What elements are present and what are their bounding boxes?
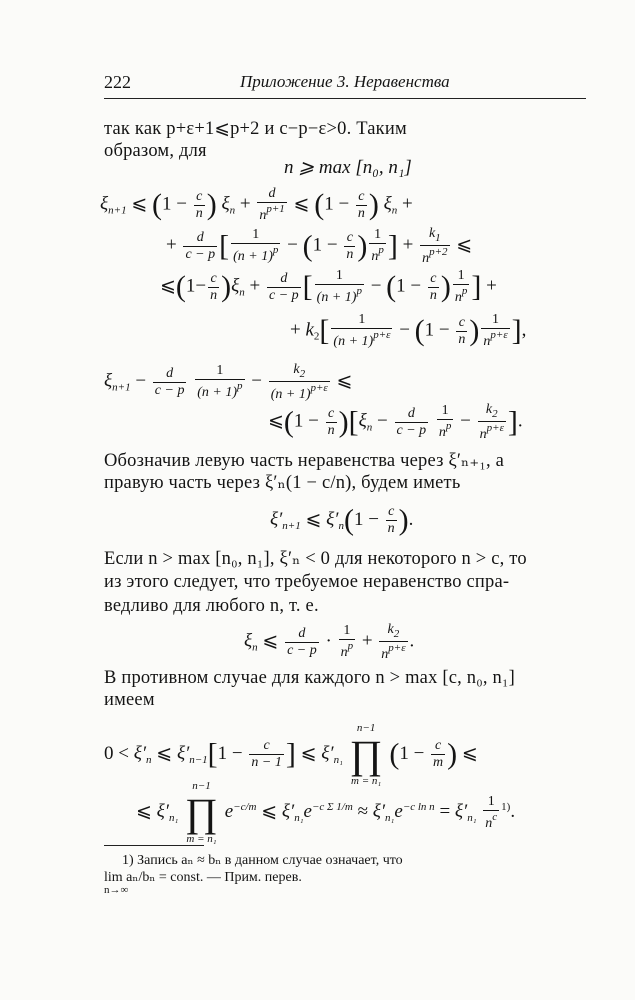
- text-line: так как p+ε+1⩽p+2 и c−p−ε>0. Таким: [104, 119, 407, 139]
- formula-line: + $k_2$[ $\frac{1}{(n + 1)^{p+\varepsilon}}$ − (1 − $\frac{c}{n}$ ) $\frac{1}{n^{p+\varepsilon}}$ ],: [290, 312, 527, 350]
- formula-line: $\xi_n$ ⩽ $\frac{d}{c - p}$ · $\frac{1}{n^p}$ + $\frac{k_2}{n^{p+\varepsilon}}$ .: [244, 622, 415, 662]
- text-line: Обозначив левую часть неравенства через ξ′ₙ₊₁, а: [104, 451, 505, 471]
- footnote-limit-subscript: n→∞: [104, 884, 129, 896]
- condition-formula: n ⩾ max [n₀, n₁]: [284, 157, 412, 178]
- formula-line: $\xi_{n+1}$ ⩽ (1 − $\frac{c}{n}$ ) $\xi_n$ + $\frac{d}{n^{p+1}}$ ⩽ (1 − $\frac{c}{n}$ ) $\xi_n$ +: [100, 186, 413, 224]
- running-title: Приложение 3. Неравенства: [240, 72, 450, 91]
- text-line: ведливо для любого n, т. е.: [104, 596, 319, 616]
- footnote-marker: 1): [122, 853, 134, 868]
- formula-line: ⩽ $\xi'_{n_1}$ n−1 ∏ m = n₁ $e^{-c/m}$ ⩽ $\xi'_{n_1}e^{-c \Sigma 1/m} \approx \xi'_{n_1}e^{-c ln n} = \xi'_{n_1}$ $\frac{1}{n^c}$ $^{1)}$.: [136, 780, 516, 845]
- text-line: имеем: [104, 690, 155, 710]
- header-rule: [104, 98, 586, 99]
- footnote: [122, 852, 403, 869]
- formula-line: $\xi'_{n+1}$ ⩽ $\xi'_n(1$ − $\frac{c}{n}$ ).: [270, 503, 414, 537]
- text-line: образом, для: [104, 141, 207, 161]
- footnote-rule: [104, 845, 204, 846]
- footnote-text: lim aₙ/bₙ = const. — Прим. перев.: [104, 870, 302, 885]
- formula-line: ⩽(1 − $\frac{c}{n}$ )[$\xi_n$ − $\frac{d}{c - p}$ $\frac{1}{n^p}$ − $\frac{k_2}{n^{p+\varepsilon}}$ ].: [268, 402, 523, 442]
- formula-line: + $\frac{d}{c - p}$ [ $\frac{1}{(n + 1)^p}$ − (1 − $\frac{c}{n}$ ) $\frac{1}{n^p}$ ] + $\frac{k_1}{n^{p+2}}$ ⩽: [166, 226, 473, 266]
- text-line: Если n > max [n₀, n₁], ξ′ₙ < 0 для некоторого n > c, то: [104, 549, 527, 569]
- footnote-text: Запись aₙ ≈ bₙ в данном случае означает, что: [137, 853, 403, 868]
- formula-line: $\xi_{n+1}$ − $\frac{d}{c - p}$ $\frac{1}{(n + 1)^p}$ − $\frac{k_2}{(n + 1)^{p+\varepsilon}}$ ⩽: [104, 362, 353, 402]
- page-number: 222: [104, 72, 131, 92]
- text-line: из этого следует, что требуемое неравенство спра-: [104, 572, 510, 592]
- text-line: В противном случае для каждого n > max [c, n₀, n₁]: [104, 668, 516, 688]
- formula-line: ⩽(1− $\frac{c}{n}$ )$\xi_n$ + $\frac{d}{c - p}$ [ $\frac{1}{(n + 1)^p}$ − (1 − $\frac{c}{n}$ ) $\frac{1}{n^p}$ ] +: [160, 268, 497, 306]
- formula-line: $0 < \xi'_n$ ⩽ $\xi'_{n-1}[1$ − $\frac{c}{n - 1}$ ] ⩽ $\xi'_{n_1}$ n−1 ∏ m = n₁ (1 − $\frac{c}{m}$ ) ⩽: [104, 722, 478, 787]
- text-line: правую часть через ξ′ₙ(1 − c/n), будем иметь: [104, 473, 461, 493]
